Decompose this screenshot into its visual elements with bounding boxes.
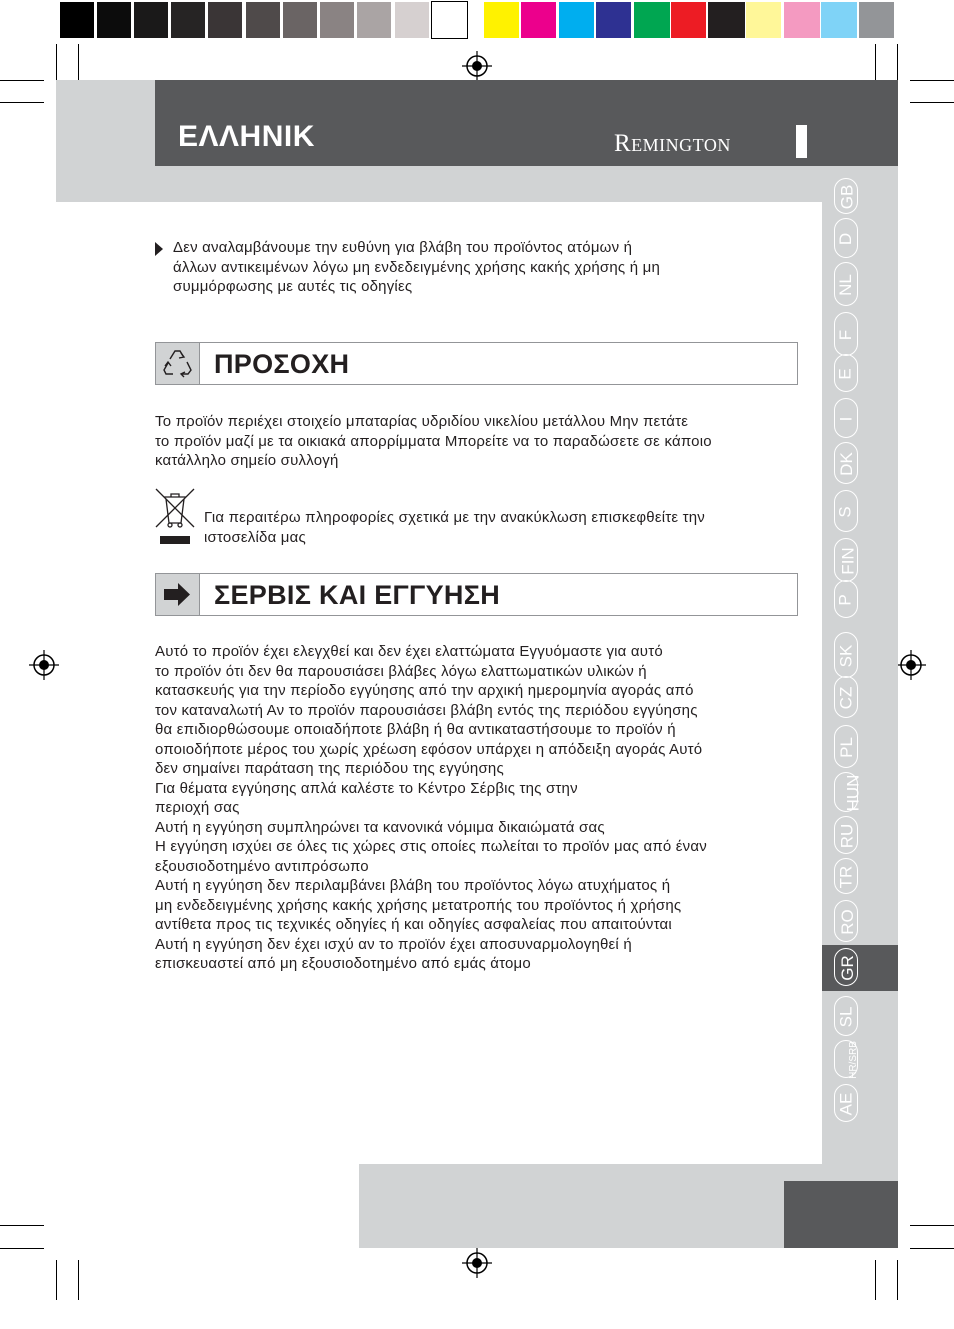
language-tab-gr[interactable]: GR xyxy=(834,948,858,986)
text-line: μη ενδεδειγμένης χρήσης κακής χρήσης μετατροπής του προϊόντος ή χρήσης xyxy=(155,896,682,914)
text-line: αντίθετα προς τις τεχνικές οδηγίες ή και οδηγίες ασφαλείας που απαιτούνται xyxy=(155,916,672,933)
crop-mark xyxy=(910,1225,954,1226)
text-line: κατάλληλο σημείο συλλογή xyxy=(155,452,339,469)
recycle-icon-box xyxy=(156,343,200,384)
color-swatch xyxy=(320,2,354,38)
crop-mark xyxy=(0,1225,44,1226)
color-swatch xyxy=(97,2,131,38)
color-swatch xyxy=(60,2,94,38)
language-tab-s[interactable]: S xyxy=(834,490,858,532)
brand-logo-bar xyxy=(796,125,807,158)
language-tab-ro[interactable]: RO xyxy=(834,900,858,942)
crop-mark xyxy=(0,102,44,103)
text-line: δεν σημαίνει παράταση της περιόδου της εγγύησης xyxy=(155,760,504,777)
caution-paragraph xyxy=(155,412,712,471)
brand-logo: Remington xyxy=(614,130,731,157)
crop-mark xyxy=(910,1248,954,1249)
page-number-box xyxy=(784,1181,898,1248)
color-swatch xyxy=(821,2,857,38)
color-swatch xyxy=(395,2,429,38)
language-tab-d[interactable]: D xyxy=(834,218,858,258)
crop-mark xyxy=(897,1260,898,1300)
text-line: Δεν αναλαμβάνουμε την ευθύνη για βλάβη του προϊόντος ατόμων ή xyxy=(173,239,633,256)
intro-paragraph xyxy=(173,238,660,297)
crop-mark xyxy=(875,44,876,80)
color-swatch xyxy=(521,2,556,38)
text-line: Αυτή η εγγύηση συμπληρώνει τα κανονικά νόμιμα δικαιώματά σας xyxy=(155,818,605,836)
text-line: Για θέματα εγγύησης απλά καλέστε το Κέντρο Σέρβις της στην xyxy=(155,779,578,797)
language-tab-e[interactable]: E xyxy=(834,354,858,392)
language-tab-nl[interactable]: NL xyxy=(834,262,858,306)
service-section-header xyxy=(155,573,798,616)
crop-mark xyxy=(56,44,57,80)
service-paragraph xyxy=(155,642,707,974)
color-swatch xyxy=(246,2,280,38)
caution-title: ΠΡΟΣΟΧΗ xyxy=(214,349,350,379)
caution-section-header xyxy=(155,342,798,385)
color-swatch xyxy=(746,2,781,38)
recycle-icon xyxy=(156,343,199,384)
language-tab-ru[interactable]: RU xyxy=(834,816,858,854)
language-tab-sl[interactable]: SL xyxy=(834,996,858,1036)
text-line: Αυτή η εγγύηση δεν περιλαμβάνει βλάβη του προϊόντος λόγω ατυχήματος ή xyxy=(155,877,671,894)
crop-mark xyxy=(0,80,44,81)
crop-mark xyxy=(910,102,954,103)
text-line: εξουσιοδοτημένο αντιπρόσωπο xyxy=(155,857,369,875)
crop-mark xyxy=(0,1248,44,1249)
registration-mark-icon xyxy=(896,650,926,680)
text-line: συμμόρφωσης με αυτές τις οδηγίες xyxy=(173,278,413,295)
text-line: Το προϊόν περιέχει στοιχείο μπαταρίας υδριδίου νικελίου μετάλλου Μην πετάτε xyxy=(155,413,689,430)
language-tab-p[interactable]: P xyxy=(834,580,858,618)
color-swatch xyxy=(208,2,242,38)
text-line: Η εγγύηση ισχύει σε όλες τις χώρες στις οποίες πωλείται το προϊόν μας από έναν xyxy=(155,838,707,855)
color-swatch xyxy=(784,2,820,38)
text-line: το προϊόν ότι δεν θα παρουσιάσει βλάβες λόγω ελαττωματικών υλικών ή xyxy=(155,662,647,680)
text-line: θα επιδιορθώσουμε οποιαδήποτε βλάβη ή θα αντικαταστήσουμε το προϊόν ή xyxy=(155,721,676,738)
color-swatch xyxy=(596,2,631,38)
language-tab-tr[interactable]: TR xyxy=(834,858,858,894)
registration-mark-icon xyxy=(29,650,59,680)
color-swatch xyxy=(859,2,894,38)
language-tab-sk[interactable]: SK xyxy=(834,632,858,678)
text-line: Αυτή η εγγύηση δεν έχει ισχύ αν το προϊόν έχει αποσυναρμολογηθεί ή xyxy=(155,935,632,953)
text-line: ιστοσελίδα μας xyxy=(204,528,306,546)
text-line: περιοχή σας xyxy=(155,799,240,816)
crop-mark xyxy=(56,1260,57,1300)
text-line: Αυτό το προϊόν έχει ελεγχθεί και δεν έχει ελαττώματα Εγγυόμαστε για αυτό xyxy=(155,643,663,660)
text-line: άλλων αντικειμένων λόγω μη ενδεδειγμένης χρήσης κακής χρήσης ή μη xyxy=(173,258,661,276)
text-line: επισκευαστεί από μη εξουσιοδοτημένο από εμάς άτομο xyxy=(155,955,531,972)
color-swatch xyxy=(559,2,594,38)
color-swatch xyxy=(357,2,391,38)
language-tab-hr-srb[interactable]: HR/SRB xyxy=(834,1040,858,1078)
language-tab-dk[interactable]: DK xyxy=(834,442,858,484)
registration-mark-icon xyxy=(462,1248,492,1278)
language-tab-ae[interactable]: AE xyxy=(834,1084,858,1122)
language-tab-gb[interactable]: GB xyxy=(834,178,858,214)
color-swatch xyxy=(634,2,670,38)
bullet-arrow-icon xyxy=(155,242,163,256)
color-swatch xyxy=(283,2,317,38)
recycling-info xyxy=(204,508,705,547)
color-swatch xyxy=(432,2,467,38)
text-line: Για περαιτέρω πληροφορίες σχετικά με την ανακύκλωση επισκεφθείτε την xyxy=(204,509,705,526)
text-line: το προϊόν μαζί με τα οικιακά απορρίμματα Μπορείτε να το παραδώσετε σε κάποιο xyxy=(155,432,712,450)
language-tab-fin[interactable]: FIN xyxy=(834,538,858,582)
page-title: ΕΛΛΗΝΙΚ xyxy=(178,120,315,153)
language-tab-hun[interactable]: HUN xyxy=(834,772,858,812)
language-tab-cz[interactable]: CZ xyxy=(834,676,858,718)
crossed-bin-icon xyxy=(152,485,198,531)
color-swatch xyxy=(708,2,745,38)
arrow-right-icon xyxy=(156,574,199,615)
service-title: ΣΕΡΒΙΣ ΚΑΙ ΕΓΓΥΗΣΗ xyxy=(214,580,500,610)
color-swatch xyxy=(671,2,706,38)
language-tab-pl[interactable]: PL xyxy=(834,725,858,768)
text-line: τον καταναλωτή Αν το προϊόν παρουσιάσει βλάβη εντός της περιόδου εγγύησης xyxy=(155,701,698,719)
color-swatch xyxy=(134,2,168,38)
color-swatch xyxy=(484,2,519,38)
arrow-icon-box xyxy=(156,574,200,615)
crop-mark xyxy=(875,1260,876,1300)
crop-mark xyxy=(910,80,954,81)
crop-mark xyxy=(897,44,898,80)
color-swatch xyxy=(171,2,205,38)
language-tab-f[interactable]: F xyxy=(834,312,858,356)
registration-mark-icon xyxy=(462,51,492,81)
language-tab-i[interactable]: I xyxy=(834,398,858,438)
crop-mark xyxy=(78,1260,79,1300)
text-line: κατασκευής για την περίοδο εγγύησης από την αρχική ημερομηνία αγοράς από xyxy=(155,682,694,699)
weee-bar xyxy=(160,536,190,544)
text-line: οποιοδήποτε μέρος του χωρίς χρέωση εφόσον υπάρχει η απόδειξη αγοράς Αυτό xyxy=(155,740,703,758)
crop-mark xyxy=(78,44,79,80)
